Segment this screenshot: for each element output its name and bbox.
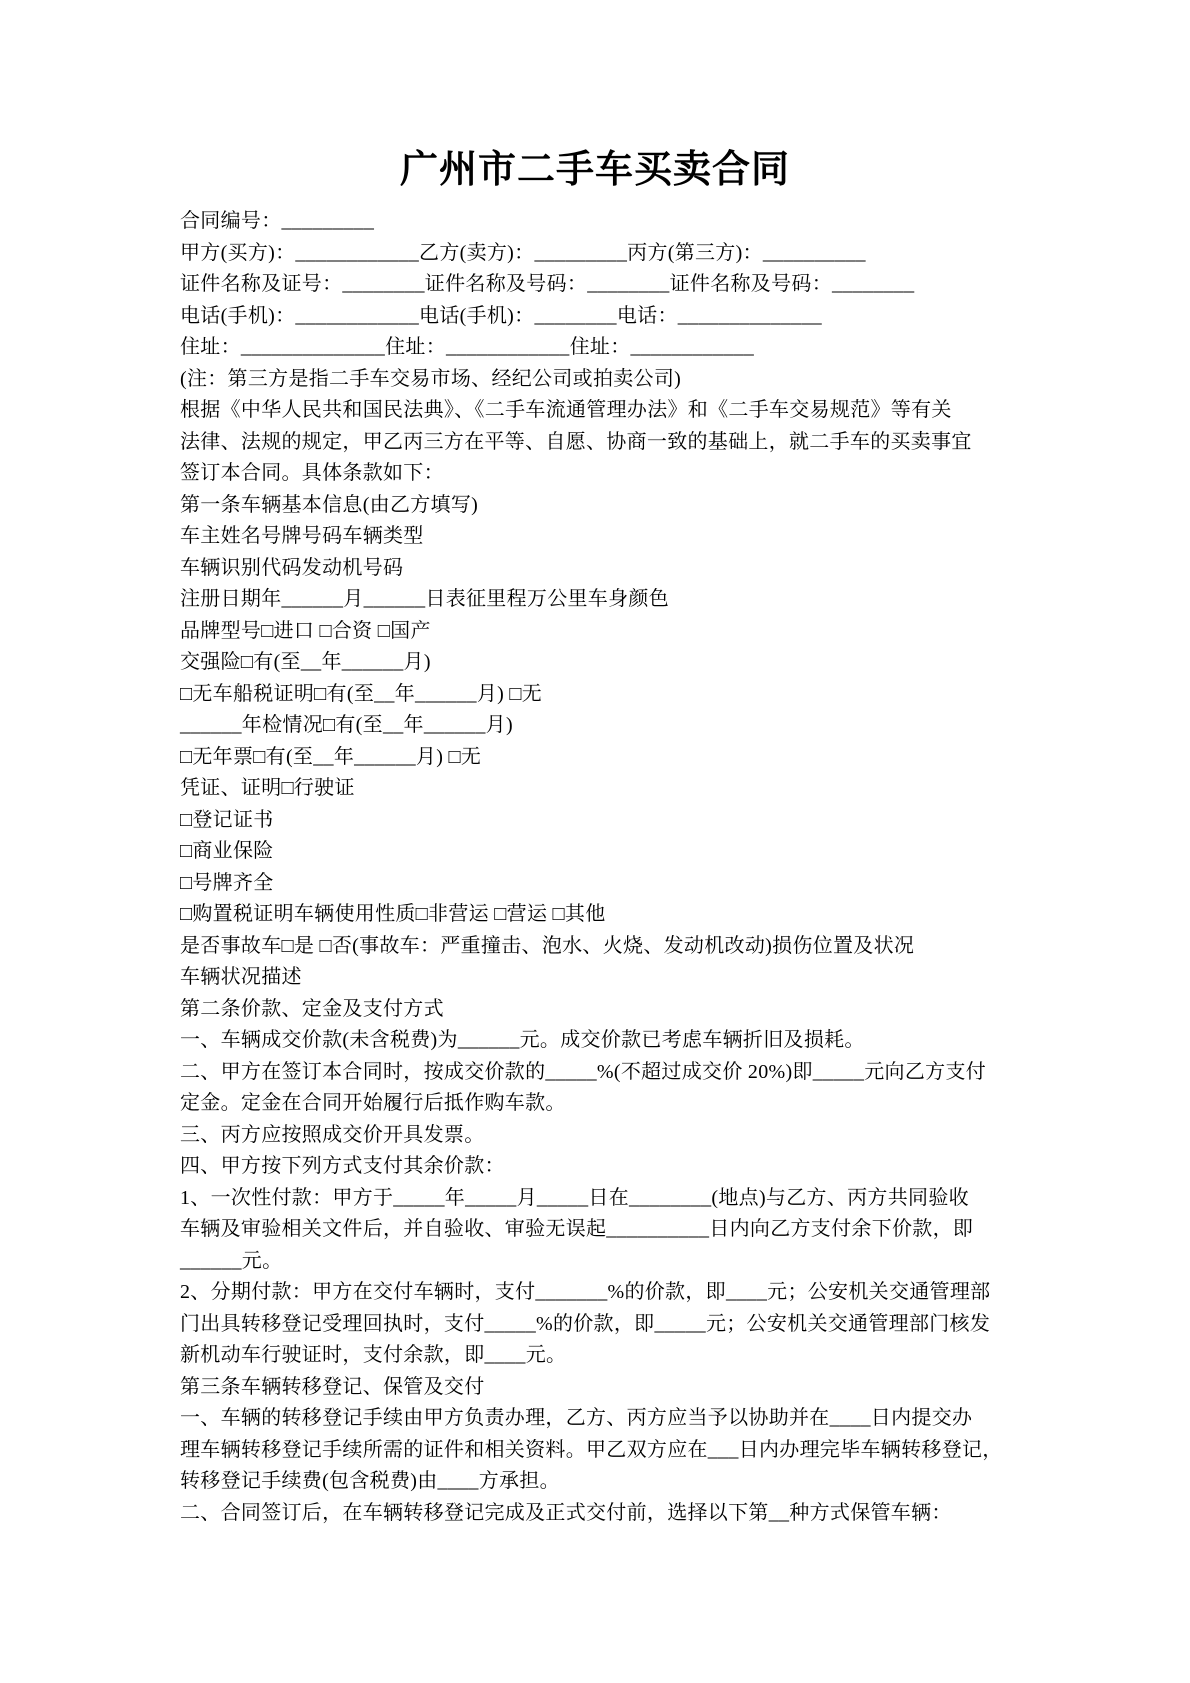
contract-line: 是否事故车□是 □否(事故车：严重撞击、泡水、火烧、发动机改动)损伤位置及状况 — [180, 934, 915, 957]
contract-line: 根据《中华人民共和国民法典》、《二手车流通管理办法》和《二手车交易规范》等有关 — [180, 399, 952, 421]
contract-line: □购置税证明车辆使用性质□非营运 □营运 □其他 — [180, 903, 606, 925]
contract-line: ______年检情况□有(至__年______月) — [180, 714, 513, 736]
contract-line: 定金。定金在合同开始履行后抵作购车款。 — [180, 1092, 566, 1114]
contract-line: 签订本合同。具体条款如下： — [180, 462, 444, 484]
contract-line: 交强险□有(至__年______月) — [180, 651, 431, 673]
contract-line: 凭证、证明□行驶证 — [180, 777, 355, 799]
contract-line: 1、一次性付款：甲方于_____年_____月_____日在________(地点)与乙方、丙方共同验收 — [180, 1186, 969, 1209]
contract-line: 住址：______________住址：____________住址：____________ — [180, 336, 755, 358]
contract-line: 2、分期付款：甲方在交付车辆时，支付_______%的价款，即____元；公安机关交通管理部 — [180, 1281, 991, 1303]
contract-line: 二、甲方在签订本合同时，按成交价款的_____%(不超过成交价 20%)即_____元向乙方支付 — [180, 1060, 987, 1083]
contract-line: 车辆状况描述 — [180, 966, 302, 988]
contract-line: ______元。 — [180, 1249, 283, 1272]
contract-line: 品牌型号□进口 □合资 □国产 — [180, 619, 431, 642]
contract-line: 合同编号：_________ — [180, 210, 375, 232]
contract-line: 二、合同签订后，在车辆转移登记完成及正式交付前，选择以下第__种方式保管车辆： — [180, 1501, 952, 1524]
contract-line: 车辆识别代码发动机号码 — [180, 556, 404, 579]
contract-line: 门出具转移登记受理回执时，支付_____%的价款，即_____元；公安机关交通管理部门核发 — [180, 1312, 991, 1335]
contract-line: 法律、法规的规定，甲乙丙三方在平等、自愿、协商一致的基础上，就二手车的买卖事宜 — [180, 430, 972, 453]
contract-line: 证件名称及证号：________证件名称及号码：________证件名称及号码：________ — [180, 273, 915, 295]
contract-line: 四、甲方按下列方式支付其余价款： — [180, 1155, 505, 1177]
contract-line: 转移登记手续费(包含税费)由____方承担。 — [180, 1470, 560, 1492]
contract-line: □无年票□有(至__年______月) □无 — [180, 745, 482, 768]
contract-title: 广州市二手车买卖合同 — [399, 149, 790, 191]
contract-line: □号牌齐全 — [180, 871, 274, 894]
contract-line: 一、车辆成交价款(未含税费)为______元。成交价款已考虑车辆折旧及损耗。 — [180, 1029, 865, 1051]
contract-line: □商业保险 — [180, 840, 274, 862]
contract-line: □登记证书 — [180, 808, 274, 831]
contract-line: 第二条价款、定金及支付方式 — [180, 997, 444, 1020]
contract-line: 第一条车辆基本信息(由乙方填写) — [180, 493, 479, 516]
contract-line: 甲方(买方)：____________乙方(卖方)：_________丙方(第三方)：__________ — [180, 241, 866, 264]
contract-line: 电话(手机)：____________电话(手机)：________电话：______________ — [180, 304, 822, 327]
contract-line: 车主姓名号牌号码车辆类型 — [180, 525, 424, 547]
contract-line: 三、丙方应按照成交价开具发票。 — [180, 1123, 485, 1146]
contract-line: 车辆及审验相关文件后，并自验收、审验无误起__________日内向乙方支付余下价款，即 — [180, 1218, 974, 1240]
contract-line: 注册日期年______月______日表征里程万公里车身颜色 — [180, 588, 669, 610]
contract-line: 理车辆转移登记手续所需的证件和相关资料。甲乙双方应在___日内办理完毕车辆转移登记， — [180, 1438, 1003, 1461]
contract-line: 一、车辆的转移登记手续由甲方负责办理，乙方、丙方应当予以协助并在____日内提交办 — [180, 1407, 973, 1429]
contract-line: 新机动车行驶证时，支付余款，即____元。 — [180, 1344, 567, 1366]
contract-line: 第三条车辆转移登记、保管及交付 — [180, 1375, 485, 1398]
contract-line: □无车船税证明□有(至__年______月) □无 — [180, 682, 543, 705]
contract-line: (注：第三方是指二手车交易市场、经纪公司或拍卖公司) — [180, 367, 682, 390]
contract-body — [180, 206, 1050, 1529]
